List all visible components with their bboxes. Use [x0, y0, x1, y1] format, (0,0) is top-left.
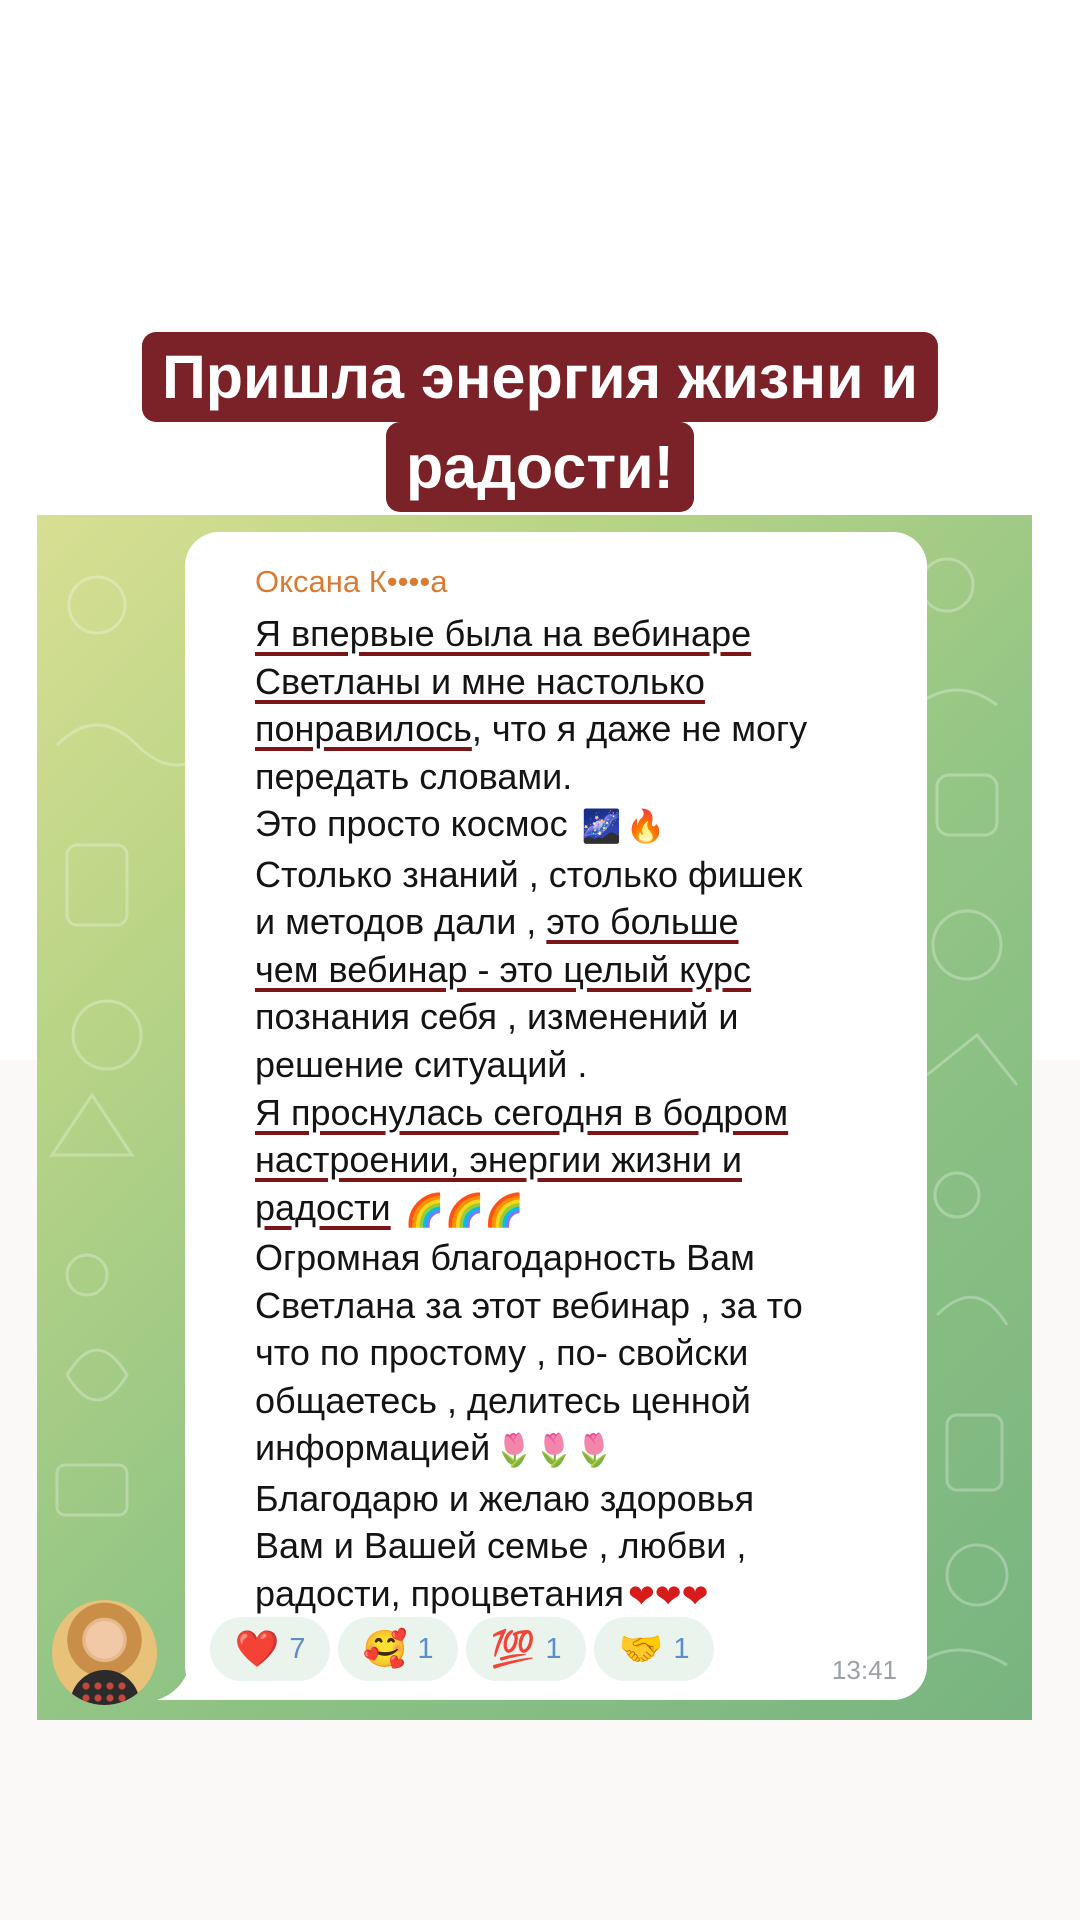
- message-line: Светланы и мне настолько: [255, 660, 705, 702]
- reaction-count: 7: [289, 1632, 306, 1665]
- message-line: что по простому , по- свойски: [255, 1332, 749, 1374]
- message-bubble: [185, 532, 927, 1700]
- message-line: [255, 1424, 905, 1474]
- message-line: чем вебинар - это целый курс: [255, 948, 752, 990]
- message-text-fragment: информацией: [255, 1427, 491, 1469]
- message-text-fragment: радости, процветания: [255, 1572, 624, 1614]
- reaction-heart[interactable]: [210, 1617, 330, 1681]
- red-heart-icon: ❤❤❤: [627, 1577, 709, 1614]
- message-text-fragment: и методов дали ,: [255, 901, 537, 943]
- fire-icon: 🔥: [625, 808, 666, 845]
- underlined-text: это больше: [546, 901, 739, 943]
- reaction-smiling-hearts[interactable]: [338, 1617, 458, 1681]
- reaction-count: 1: [545, 1632, 562, 1665]
- message-line: Благодарю и желаю здоровья: [255, 1477, 755, 1519]
- reaction-handshake[interactable]: [594, 1617, 714, 1681]
- message-line: [255, 1184, 905, 1234]
- message-line: познания себя , изменений и: [255, 996, 739, 1038]
- message-line: Светлана за этот вебинар , за то: [255, 1284, 803, 1326]
- avatar[interactable]: [52, 1600, 157, 1705]
- chat-screenshot: [37, 515, 1032, 1720]
- page-title-line-1: Пришла энергия жизни и: [142, 332, 938, 422]
- message-line: [255, 800, 905, 850]
- message-line: решение ситуаций .: [255, 1044, 588, 1086]
- message-line: Огромная благодарность Вам: [255, 1237, 755, 1279]
- reaction-count: 1: [673, 1632, 690, 1665]
- message-line: Вам и Вашей семье , любви ,: [255, 1525, 747, 1567]
- message-line: передать словами.: [255, 755, 573, 797]
- tulip-icon: 🌷🌷🌷: [494, 1432, 614, 1469]
- smiling-face-hearts-icon: 🥰: [362, 1628, 408, 1669]
- hundred-points-icon: 💯: [490, 1628, 536, 1669]
- message-line: Столько знаний , столько фишек: [255, 853, 803, 895]
- red-heart-icon: ❤️: [234, 1628, 280, 1669]
- message-line: [255, 705, 905, 753]
- message-text-fragment: Это просто космос: [255, 803, 568, 845]
- handshake-icon: 🤝: [618, 1628, 664, 1669]
- message-line: Я проснулась сегодня в бодром: [255, 1091, 789, 1133]
- page-title-line-2: радости!: [386, 422, 694, 512]
- message-text: [255, 610, 905, 1620]
- reaction-count: 1: [417, 1632, 434, 1665]
- message-timestamp: 13:41: [831, 1655, 897, 1685]
- reaction-hundred[interactable]: [466, 1617, 586, 1681]
- message-line: [255, 1570, 905, 1620]
- message-line: Я впервые была на вебинаре: [255, 613, 752, 654]
- message-line: [255, 898, 905, 946]
- sender-name[interactable]: Оксана К••••а: [255, 564, 448, 599]
- rainbow-icon: 🌈🌈🌈: [404, 1191, 525, 1228]
- avatar-pattern: [80, 1680, 130, 1705]
- message-line: настроении, энергии жизни и: [255, 1139, 743, 1181]
- underlined-text: понравилось: [255, 708, 472, 750]
- message-text-fragment: , что я даже не могу: [471, 708, 808, 750]
- message-line: общаетесь , делитесь ценной: [255, 1379, 751, 1421]
- milky-way-icon: 🌌: [581, 808, 622, 845]
- underlined-text: радости: [255, 1186, 391, 1228]
